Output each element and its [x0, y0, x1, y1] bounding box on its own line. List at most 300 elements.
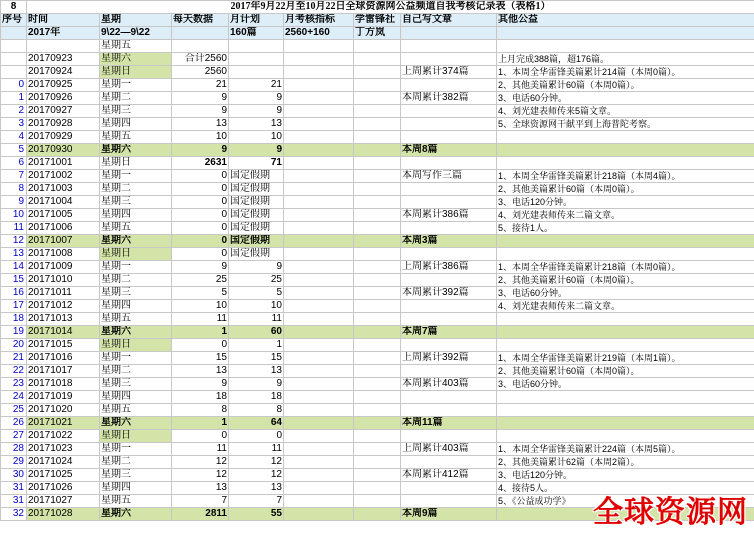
volunteer-cell[interactable] [354, 209, 401, 222]
weekday-cell[interactable]: 星期日 [100, 339, 172, 352]
public-welfare-cell[interactable] [497, 157, 754, 170]
target-cell[interactable] [284, 313, 354, 326]
public-welfare-cell[interactable]: 1、本周全华雷锋美篇累计218篇（本周4篇）。 [497, 170, 754, 183]
weekday-cell[interactable]: 星期四 [100, 300, 172, 313]
date-cell[interactable]: 20170925 [27, 79, 100, 92]
article-cell[interactable]: 本周累计403篇 [401, 378, 497, 391]
weekday-cell[interactable]: 星期四 [100, 118, 172, 131]
date-cell[interactable]: 20170923 [27, 53, 100, 66]
row-number[interactable]: 16 [1, 287, 27, 300]
monthly-plan-cell[interactable]: 13 [229, 482, 284, 495]
public-welfare-cell[interactable]: 5、《公益成功学》 [497, 495, 754, 508]
article-cell[interactable]: 本周写作三篇 [401, 170, 497, 183]
target-cell[interactable] [284, 495, 354, 508]
weekday-cell[interactable]: 星期二 [100, 456, 172, 469]
daily-count-cell[interactable]: 25 [172, 274, 229, 287]
monthly-plan-cell[interactable]: 55 [229, 508, 284, 521]
date-cell[interactable]: 20171003 [27, 183, 100, 196]
row-number[interactable]: 13 [1, 248, 27, 261]
header-cell[interactable]: 星期 [100, 14, 172, 27]
target-cell[interactable] [284, 235, 354, 248]
volunteer-cell[interactable] [354, 495, 401, 508]
volunteer-cell[interactable] [354, 508, 401, 521]
public-welfare-cell[interactable]: 4、接待5人。 [497, 482, 754, 495]
article-cell[interactable] [401, 339, 497, 352]
monthly-plan-cell[interactable]: 11 [229, 313, 284, 326]
volunteer-cell[interactable] [354, 92, 401, 105]
date-cell[interactable]: 20171024 [27, 456, 100, 469]
daily-count-cell[interactable]: 9 [172, 105, 229, 118]
row-number[interactable]: 25 [1, 404, 27, 417]
article-cell[interactable] [401, 456, 497, 469]
monthly-plan-cell[interactable]: 9 [229, 144, 284, 157]
weekday-cell[interactable]: 星期二 [100, 274, 172, 287]
target-cell[interactable] [284, 196, 354, 209]
daily-count-cell[interactable]: 13 [172, 365, 229, 378]
row-number[interactable]: 3 [1, 118, 27, 131]
row-number[interactable]: 2 [1, 105, 27, 118]
date-cell[interactable]: 20171017 [27, 365, 100, 378]
date-cell[interactable]: 20170929 [27, 131, 100, 144]
public-welfare-cell[interactable] [497, 131, 754, 144]
row-number[interactable]: 4 [1, 131, 27, 144]
date-cell[interactable]: 20170927 [27, 105, 100, 118]
date-cell[interactable]: 20171011 [27, 287, 100, 300]
public-welfare-cell[interactable]: 3、电话120分钟。 [497, 196, 754, 209]
date-cell[interactable]: 20171019 [27, 391, 100, 404]
monthly-plan-cell[interactable]: 10 [229, 131, 284, 144]
volunteer-cell[interactable] [354, 443, 401, 456]
daily-count-cell[interactable]: 21 [172, 79, 229, 92]
target-cell[interactable] [284, 222, 354, 235]
monthly-plan-cell[interactable]: 15 [229, 352, 284, 365]
monthly-plan-cell[interactable]: 25 [229, 274, 284, 287]
monthly-plan-cell[interactable]: 5 [229, 287, 284, 300]
article-cell[interactable]: 上周累计392篇 [401, 352, 497, 365]
weekday-cell[interactable]: 星期六 [100, 235, 172, 248]
target-cell[interactable] [284, 66, 354, 79]
target-cell[interactable] [284, 391, 354, 404]
public-welfare-cell[interactable] [497, 417, 754, 430]
article-cell[interactable]: 本周8篇 [401, 144, 497, 157]
volunteer-cell[interactable] [354, 378, 401, 391]
row-number[interactable]: 0 [1, 79, 27, 92]
article-cell[interactable]: 本周11篇 [401, 417, 497, 430]
monthly-plan-cell[interactable] [229, 66, 284, 79]
article-cell[interactable] [401, 365, 497, 378]
weekday-cell[interactable]: 星期二 [100, 92, 172, 105]
volunteer-cell[interactable] [354, 157, 401, 170]
header-cell[interactable]: 时间 [27, 14, 100, 27]
date-cell[interactable]: 20171006 [27, 222, 100, 235]
weekday-cell[interactable]: 星期四 [100, 391, 172, 404]
weekday-cell[interactable]: 星期一 [100, 352, 172, 365]
date-cell[interactable]: 20171027 [27, 495, 100, 508]
row-number[interactable]: 11 [1, 222, 27, 235]
daily-count-cell[interactable]: 1 [172, 326, 229, 339]
public-welfare-cell[interactable]: 2、其他美篇累计60篇（本周0篇）。 [497, 365, 754, 378]
volunteer-cell[interactable] [354, 469, 401, 482]
row-number[interactable]: 31 [1, 482, 27, 495]
daily-count-cell[interactable]: 0 [172, 209, 229, 222]
date-cell[interactable]: 20171001 [27, 157, 100, 170]
article-cell[interactable] [401, 300, 497, 313]
volunteer-cell[interactable] [354, 235, 401, 248]
monthly-plan-cell[interactable]: 60 [229, 326, 284, 339]
volunteer-cell[interactable] [354, 352, 401, 365]
volunteer-cell[interactable] [354, 144, 401, 157]
date-cell[interactable]: 20171022 [27, 430, 100, 443]
daily-count-cell[interactable]: 10 [172, 300, 229, 313]
row-number[interactable]: 6 [1, 157, 27, 170]
date-cell[interactable]: 20170928 [27, 118, 100, 131]
row-number[interactable]: 17 [1, 300, 27, 313]
article-cell[interactable]: 本周3篇 [401, 235, 497, 248]
target-cell[interactable] [284, 183, 354, 196]
row-number[interactable]: 15 [1, 274, 27, 287]
weekday-cell[interactable]: 星期二 [100, 183, 172, 196]
weekday-cell[interactable]: 星期一 [100, 261, 172, 274]
header-cell[interactable]: 学雷锋社 [354, 14, 401, 27]
public-welfare-cell[interactable]: 1、本周全华雷锋美篇累计219篇（本周1篇）。 [497, 352, 754, 365]
volunteer-cell[interactable] [354, 170, 401, 183]
article-cell[interactable] [401, 274, 497, 287]
subheader-cell[interactable]: 丁方岚 [354, 27, 401, 40]
volunteer-cell[interactable] [354, 313, 401, 326]
date-cell[interactable]: 20171023 [27, 443, 100, 456]
weekday-cell[interactable]: 星期五 [100, 40, 172, 53]
article-cell[interactable]: 本周累计382篇 [401, 92, 497, 105]
subheader-cell[interactable]: 2560+160 [284, 27, 354, 40]
monthly-plan-cell[interactable]: 国定假期 [229, 170, 284, 183]
public-welfare-cell[interactable]: 3、电话60分钟。 [497, 378, 754, 391]
article-cell[interactable] [401, 40, 497, 53]
public-welfare-cell[interactable]: 2、其他美篇累计60篇（本周0篇）。 [497, 79, 754, 92]
monthly-plan-cell[interactable]: 9 [229, 92, 284, 105]
monthly-plan-cell[interactable]: 12 [229, 469, 284, 482]
public-welfare-cell[interactable]: 3、电话120分钟。 [497, 469, 754, 482]
target-cell[interactable] [284, 469, 354, 482]
public-welfare-cell[interactable] [497, 391, 754, 404]
monthly-plan-cell[interactable]: 9 [229, 378, 284, 391]
public-welfare-cell[interactable] [497, 339, 754, 352]
article-cell[interactable] [401, 118, 497, 131]
daily-count-cell[interactable]: 8 [172, 404, 229, 417]
header-cell[interactable]: 月计划 [229, 14, 284, 27]
subheader-cell[interactable]: 9\22—9\22 [100, 27, 172, 40]
header-cell[interactable]: 序号 [1, 14, 27, 27]
volunteer-cell[interactable] [354, 105, 401, 118]
subheader-cell[interactable] [401, 27, 497, 40]
daily-count-cell[interactable]: 7 [172, 495, 229, 508]
article-cell[interactable] [401, 391, 497, 404]
daily-count-cell[interactable]: 2560 [172, 66, 229, 79]
monthly-plan-cell[interactable] [229, 53, 284, 66]
weekday-cell[interactable]: 星期六 [100, 144, 172, 157]
target-cell[interactable] [284, 326, 354, 339]
article-cell[interactable]: 上周累计403篇 [401, 443, 497, 456]
target-cell[interactable] [284, 40, 354, 53]
date-cell[interactable]: 20171005 [27, 209, 100, 222]
subheader-cell[interactable] [1, 27, 27, 40]
row-number[interactable]: 27 [1, 430, 27, 443]
date-cell[interactable]: 20171025 [27, 469, 100, 482]
row-number[interactable] [1, 66, 27, 79]
header-cell[interactable]: 自己写文章 [401, 14, 497, 27]
daily-count-cell[interactable]: 0 [172, 170, 229, 183]
public-welfare-cell[interactable]: 3、电话60分钟。 [497, 92, 754, 105]
target-cell[interactable] [284, 456, 354, 469]
row-number[interactable]: 30 [1, 469, 27, 482]
monthly-plan-cell[interactable] [229, 40, 284, 53]
target-cell[interactable] [284, 430, 354, 443]
public-welfare-cell[interactable]: 2、其他美篇累计62篇（本周2篇）。 [497, 456, 754, 469]
target-cell[interactable] [284, 378, 354, 391]
row-number[interactable]: 9 [1, 196, 27, 209]
date-cell[interactable]: 20170930 [27, 144, 100, 157]
daily-count-cell[interactable]: 12 [172, 456, 229, 469]
target-cell[interactable] [284, 157, 354, 170]
subheader-cell[interactable]: 160篇 [229, 27, 284, 40]
date-cell[interactable]: 20170926 [27, 92, 100, 105]
weekday-cell[interactable]: 星期三 [100, 105, 172, 118]
monthly-plan-cell[interactable]: 1 [229, 339, 284, 352]
public-welfare-cell[interactable]: 1、本周全华雷锋美篇累计218篇（本周0篇）。 [497, 261, 754, 274]
date-cell[interactable]: 20171020 [27, 404, 100, 417]
volunteer-cell[interactable] [354, 196, 401, 209]
row-number[interactable]: 1 [1, 92, 27, 105]
public-welfare-cell[interactable] [497, 326, 754, 339]
article-cell[interactable]: 本周7篇 [401, 326, 497, 339]
article-cell[interactable] [401, 53, 497, 66]
weekday-cell[interactable]: 星期日 [100, 157, 172, 170]
public-welfare-cell[interactable] [497, 144, 754, 157]
monthly-plan-cell[interactable]: 7 [229, 495, 284, 508]
row-number[interactable]: 7 [1, 170, 27, 183]
article-cell[interactable]: 本周9篇 [401, 508, 497, 521]
daily-count-cell[interactable]: 13 [172, 118, 229, 131]
volunteer-cell[interactable] [354, 248, 401, 261]
article-cell[interactable] [401, 131, 497, 144]
weekday-cell[interactable]: 星期日 [100, 248, 172, 261]
daily-count-cell[interactable]: 10 [172, 131, 229, 144]
target-cell[interactable] [284, 131, 354, 144]
weekday-cell[interactable]: 星期四 [100, 482, 172, 495]
weekday-cell[interactable]: 星期四 [100, 209, 172, 222]
public-welfare-cell[interactable] [497, 40, 754, 53]
row-number[interactable]: 20 [1, 339, 27, 352]
daily-count-cell[interactable]: 2631 [172, 157, 229, 170]
weekday-cell[interactable]: 星期五 [100, 313, 172, 326]
target-cell[interactable] [284, 287, 354, 300]
weekday-cell[interactable]: 星期三 [100, 469, 172, 482]
weekday-cell[interactable]: 星期五 [100, 222, 172, 235]
weekday-cell[interactable]: 星期五 [100, 404, 172, 417]
target-cell[interactable] [284, 92, 354, 105]
article-cell[interactable]: 上周累计374篇 [401, 66, 497, 79]
volunteer-cell[interactable] [354, 482, 401, 495]
row-number[interactable]: 24 [1, 391, 27, 404]
daily-count-cell[interactable]: 0 [172, 196, 229, 209]
public-welfare-cell[interactable]: 5、全球资源网干献平到上海普陀考察。 [497, 118, 754, 131]
article-cell[interactable] [401, 79, 497, 92]
daily-count-cell[interactable]: 0 [172, 248, 229, 261]
public-welfare-cell[interactable]: 上月完成388篇，超176篇。 [497, 53, 754, 66]
monthly-plan-cell[interactable]: 国定假期 [229, 248, 284, 261]
public-welfare-cell[interactable]: 5、接待1人。 [497, 222, 754, 235]
monthly-plan-cell[interactable]: 12 [229, 456, 284, 469]
volunteer-cell[interactable] [354, 66, 401, 79]
volunteer-cell[interactable] [354, 430, 401, 443]
daily-count-cell[interactable]: 合计2560 [172, 53, 229, 66]
daily-count-cell[interactable]: 9 [172, 378, 229, 391]
daily-count-cell[interactable]: 0 [172, 183, 229, 196]
volunteer-cell[interactable] [354, 300, 401, 313]
sheet-title[interactable]: 2017年9月22月至10月22日全球资源网公益频道自我考核记录表（表格1） [27, 1, 754, 14]
volunteer-cell[interactable] [354, 274, 401, 287]
volunteer-cell[interactable] [354, 417, 401, 430]
target-cell[interactable] [284, 79, 354, 92]
target-cell[interactable] [284, 404, 354, 417]
monthly-plan-cell[interactable]: 13 [229, 118, 284, 131]
row-number[interactable]: 14 [1, 261, 27, 274]
date-cell[interactable]: 20171028 [27, 508, 100, 521]
target-cell[interactable] [284, 365, 354, 378]
volunteer-cell[interactable] [354, 118, 401, 131]
public-welfare-cell[interactable] [497, 313, 754, 326]
weekday-cell[interactable]: 星期六 [100, 508, 172, 521]
date-cell[interactable]: 20171008 [27, 248, 100, 261]
weekday-cell[interactable]: 星期一 [100, 443, 172, 456]
header-cell[interactable]: 每天数据 [172, 14, 229, 27]
date-cell[interactable]: 20171002 [27, 170, 100, 183]
daily-count-cell[interactable]: 9 [172, 92, 229, 105]
volunteer-cell[interactable] [354, 183, 401, 196]
header-cell[interactable]: 月考核指标 [284, 14, 354, 27]
weekday-cell[interactable]: 星期六 [100, 417, 172, 430]
weekday-cell[interactable]: 星期日 [100, 430, 172, 443]
subheader-cell[interactable] [497, 27, 754, 40]
article-cell[interactable] [401, 157, 497, 170]
target-cell[interactable] [284, 508, 354, 521]
public-welfare-cell[interactable]: 2、其他美篇累计60篇（本周0篇）。 [497, 274, 754, 287]
public-welfare-cell[interactable]: 4、刘光建表师传来二篇文章。 [497, 300, 754, 313]
date-cell[interactable]: 20171026 [27, 482, 100, 495]
daily-count-cell[interactable]: 9 [172, 261, 229, 274]
daily-count-cell[interactable]: 9 [172, 144, 229, 157]
public-welfare-cell[interactable]: 1、本周全华雷锋美篇累计224篇（本周5篇）。 [497, 443, 754, 456]
weekday-cell[interactable]: 星期六 [100, 53, 172, 66]
public-welfare-cell[interactable]: 4、刘光建表师传来5篇文章。 [497, 105, 754, 118]
date-cell[interactable]: 20171007 [27, 235, 100, 248]
article-cell[interactable] [401, 430, 497, 443]
volunteer-cell[interactable] [354, 365, 401, 378]
article-cell[interactable]: 本周累计392篇 [401, 287, 497, 300]
monthly-plan-cell[interactable]: 0 [229, 430, 284, 443]
weekday-cell[interactable]: 星期日 [100, 66, 172, 79]
daily-count-cell[interactable]: 12 [172, 469, 229, 482]
target-cell[interactable] [284, 118, 354, 131]
volunteer-cell[interactable] [354, 53, 401, 66]
row-number[interactable]: 31 [1, 495, 27, 508]
date-cell[interactable] [27, 40, 100, 53]
target-cell[interactable] [284, 417, 354, 430]
date-cell[interactable]: 20171015 [27, 339, 100, 352]
volunteer-cell[interactable] [354, 222, 401, 235]
article-cell[interactable] [401, 105, 497, 118]
row-number[interactable]: 12 [1, 235, 27, 248]
daily-count-cell[interactable]: 2811 [172, 508, 229, 521]
monthly-plan-cell[interactable]: 21 [229, 79, 284, 92]
row-number[interactable]: 26 [1, 417, 27, 430]
date-cell[interactable]: 20171012 [27, 300, 100, 313]
daily-count-cell[interactable]: 0 [172, 235, 229, 248]
volunteer-cell[interactable] [354, 404, 401, 417]
weekday-cell[interactable]: 星期一 [100, 170, 172, 183]
row-number[interactable] [1, 40, 27, 53]
public-welfare-cell[interactable] [497, 404, 754, 417]
daily-count-cell[interactable]: 5 [172, 287, 229, 300]
weekday-cell[interactable]: 星期六 [100, 326, 172, 339]
article-cell[interactable]: 本周累计386篇 [401, 209, 497, 222]
header-cell[interactable]: 其他公益 [497, 14, 754, 27]
row-number[interactable]: 19 [1, 326, 27, 339]
row-number[interactable] [1, 53, 27, 66]
weekday-cell[interactable]: 星期三 [100, 287, 172, 300]
weekday-cell[interactable]: 星期一 [100, 79, 172, 92]
row-number[interactable]: 5 [1, 144, 27, 157]
target-cell[interactable] [284, 339, 354, 352]
monthly-plan-cell[interactable]: 13 [229, 365, 284, 378]
daily-count-cell[interactable]: 0 [172, 222, 229, 235]
monthly-plan-cell[interactable]: 11 [229, 443, 284, 456]
article-cell[interactable] [401, 313, 497, 326]
monthly-plan-cell[interactable]: 国定假期 [229, 222, 284, 235]
article-cell[interactable]: 本周累计412篇 [401, 469, 497, 482]
monthly-plan-cell[interactable]: 64 [229, 417, 284, 430]
date-cell[interactable]: 20171004 [27, 196, 100, 209]
public-welfare-cell[interactable] [497, 235, 754, 248]
row-number[interactable]: 29 [1, 456, 27, 469]
date-cell[interactable]: 20170924 [27, 66, 100, 79]
row-number[interactable]: 28 [1, 443, 27, 456]
target-cell[interactable] [284, 144, 354, 157]
monthly-plan-cell[interactable]: 国定假期 [229, 196, 284, 209]
article-cell[interactable] [401, 248, 497, 261]
public-welfare-cell[interactable]: 3、电话60分钟。 [497, 287, 754, 300]
article-cell[interactable]: 上周累计386篇 [401, 261, 497, 274]
weekday-cell[interactable]: 星期三 [100, 378, 172, 391]
volunteer-cell[interactable] [354, 326, 401, 339]
daily-count-cell[interactable]: 11 [172, 443, 229, 456]
daily-count-cell[interactable]: 0 [172, 430, 229, 443]
row-number[interactable]: 22 [1, 365, 27, 378]
target-cell[interactable] [284, 261, 354, 274]
weekday-cell[interactable]: 星期五 [100, 131, 172, 144]
volunteer-cell[interactable] [354, 339, 401, 352]
public-welfare-cell[interactable] [497, 248, 754, 261]
volunteer-cell[interactable] [354, 456, 401, 469]
date-cell[interactable]: 20171010 [27, 274, 100, 287]
volunteer-cell[interactable] [354, 261, 401, 274]
article-cell[interactable] [401, 495, 497, 508]
row-number[interactable]: 32 [1, 508, 27, 521]
daily-count-cell[interactable]: 0 [172, 339, 229, 352]
row-number[interactable]: 10 [1, 209, 27, 222]
weekday-cell[interactable]: 星期三 [100, 196, 172, 209]
article-cell[interactable] [401, 482, 497, 495]
daily-count-cell[interactable]: 11 [172, 313, 229, 326]
